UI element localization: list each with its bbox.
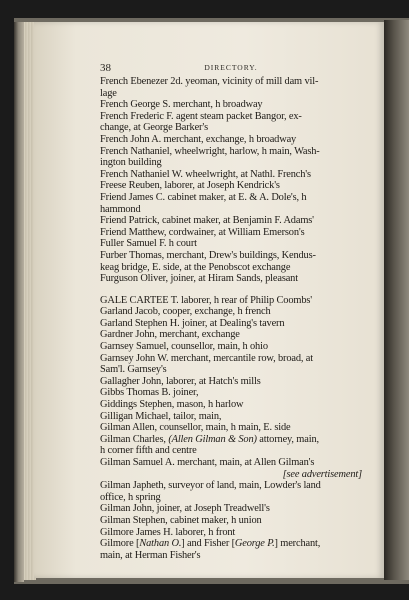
entry-text: French Frederic F. agent steam packet Bangor, ex-	[100, 110, 302, 122]
entry-continuation: office, h spring	[100, 491, 161, 503]
directory-entry	[100, 341, 362, 353]
directory-entry	[100, 111, 362, 134]
directory-entry	[100, 538, 362, 561]
entry-text: Gardner John, merchant, exchange	[100, 329, 240, 341]
entry-text: Garnsey John W. merchant, mercantile row, broad, at	[100, 352, 313, 364]
entry-text: Gilman John, joiner, at Joseph Treadwell's	[100, 503, 270, 515]
entry-firm: Nathan O.	[139, 538, 182, 550]
entry-text: Gilman Japheth, surveyor of land, main, Lowder's land	[100, 480, 321, 492]
entry-text: Garland Stephen H. joiner, at Dealing's tavern	[100, 317, 285, 329]
directory-entry	[100, 273, 362, 285]
directory-entry	[100, 399, 362, 411]
entry-text: Garnsey Samuel, counsellor, main, h ohio	[100, 341, 268, 353]
directory-entry	[100, 422, 362, 434]
entry-text: Freese Reuben, laborer, at Joseph Kendrick's	[100, 180, 280, 192]
directory-entry	[100, 527, 362, 539]
directory-entry	[100, 134, 362, 146]
entry-text: GALE CARTEE T. laborer, h rear of Philip Coombs'	[100, 294, 312, 306]
entry-text: Furber Thomas, merchant, Drew's buildings, Kendus-	[100, 249, 316, 261]
directory-entry	[100, 99, 362, 111]
entry-continuation: ington building	[100, 157, 162, 169]
entry-text: French George S. merchant, h broadway	[100, 99, 263, 111]
directory-entry	[100, 215, 362, 227]
entry-text: Furguson Oliver, joiner, at Hiram Sands, pleasant	[100, 273, 298, 285]
entry-continuation: change, at George Barker's	[100, 122, 208, 134]
entry-text: Friend Patrick, cabinet maker, at Benjamin F. Adams'	[100, 215, 314, 227]
directory-entry	[100, 329, 362, 341]
directory-entry	[100, 318, 362, 330]
directory-entry	[100, 250, 362, 273]
directory-entry	[100, 146, 362, 169]
entries-g-continued	[100, 480, 362, 538]
entry-text: French Nathaniel, wheelwright, harlow, h main, Wash-	[100, 145, 320, 157]
directory-entry	[100, 515, 362, 527]
entry-text: ] and Fisher [	[181, 538, 235, 550]
section-gap	[100, 285, 362, 295]
running-head: DIRECTORY.	[204, 63, 258, 72]
entry-continuation: h corner fifth and centre	[100, 445, 197, 457]
directory-entry	[100, 306, 362, 318]
entry-continuation: lage	[100, 87, 117, 99]
entry-firm: George P.	[234, 538, 275, 550]
entry-text: Fuller Samuel F. h court	[100, 238, 197, 250]
directory-entry	[100, 238, 362, 250]
entry-continuation: main, at Herman Fisher's	[100, 549, 201, 561]
entry-continuation: keag bridge, E. side, at the Penobscot exchange	[100, 261, 291, 273]
entry-text: Gilman Samuel A. merchant, main, at Allen Gilman's	[100, 457, 315, 468]
directory-entry	[100, 295, 362, 307]
entry-text: Gilman Charles,	[100, 433, 169, 445]
entry-text: French John A. merchant, exchange, h broadway	[100, 133, 297, 145]
book-spine-edge	[14, 22, 24, 582]
directory-entry	[100, 457, 362, 480]
entry-text: Gilmore James H. laborer, h front	[100, 526, 236, 538]
entry-text: Gilligan Michael, tailor, main,	[100, 410, 222, 422]
directory-entry	[100, 180, 362, 192]
entries-g-section	[100, 295, 362, 434]
directory-entry	[100, 169, 362, 181]
entry-text: Gilman Allen, counsellor, main, h main, E. side	[100, 422, 291, 434]
page-header	[100, 62, 362, 76]
directory-entries	[100, 76, 362, 561]
directory-entry	[100, 227, 362, 239]
entry-text: Gilman Stephen, cabinet maker, h union	[100, 514, 262, 526]
entry-text: Gibbs Thomas B. joiner,	[100, 387, 199, 399]
entry-text: ] merchant,	[274, 538, 321, 550]
entries-f-section	[100, 76, 362, 285]
entry-text: Friend Matthew, cordwainer, at William Emerson's	[100, 226, 305, 238]
book-right-edge	[384, 20, 409, 580]
entry-continuation: Sam'l. Garnsey's	[100, 364, 167, 376]
entry-text: Gilmore [	[100, 538, 140, 550]
entry-continuation: hammond	[100, 203, 141, 215]
directory-entry	[100, 76, 362, 99]
entry-text: Friend James C. cabinet maker, at E. & A. Dole's, h	[100, 191, 307, 203]
directory-entry	[100, 411, 362, 423]
entry-text: Giddings Stephen, mason, h harlow	[100, 399, 244, 411]
entry-text: Garland Jacob, cooper, exchange, h french	[100, 306, 271, 318]
page-number: 38	[100, 62, 111, 74]
entry-text: French Nathaniel W. wheelwright, at Nathl. French's	[100, 168, 311, 180]
entry-text: French Ebenezer 2d. yeoman, vicinity of mill dam vil-	[100, 76, 319, 87]
directory-entry	[100, 480, 362, 503]
directory-entry	[100, 387, 362, 399]
directory-entry	[100, 434, 362, 457]
entry-text: Gallagher John, laborer, at Hatch's mills	[100, 375, 261, 387]
directory-entry	[100, 192, 362, 215]
directory-entry	[100, 503, 362, 515]
entry-firm: (Allen Gilman & Son)	[168, 433, 257, 445]
entry-note: [see advertisement]	[282, 468, 362, 480]
directory-entry	[100, 353, 362, 376]
entry-text: attorney, main,	[256, 433, 319, 445]
directory-entry	[100, 376, 362, 388]
